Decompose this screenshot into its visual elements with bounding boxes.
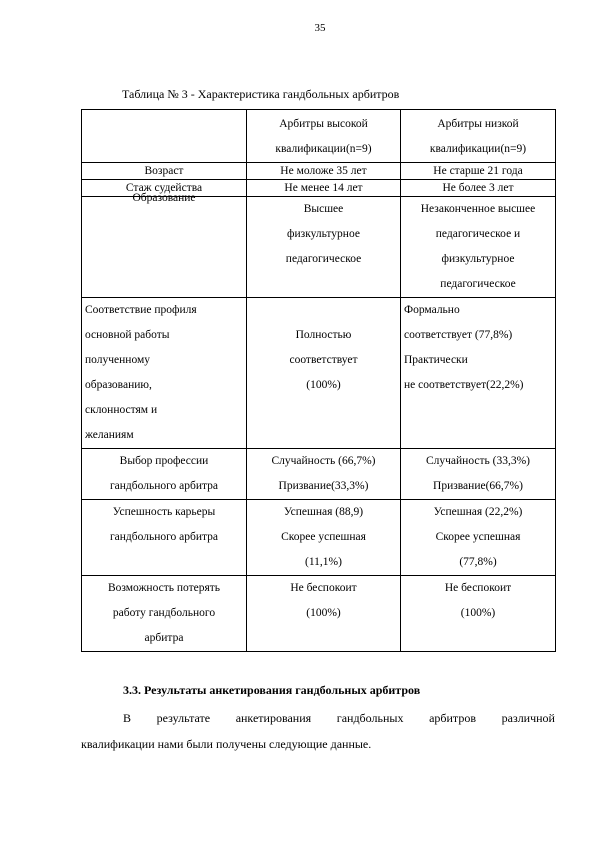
- cell-line: полученному: [85, 354, 150, 366]
- section-heading: 3.3. Результаты анкетирования гандбольных арбитров: [123, 683, 421, 697]
- referee-characteristics-table: [81, 109, 556, 652]
- cell-line: Случайность (66,7%): [271, 455, 376, 467]
- cell-line: Призвание(66,7%): [433, 480, 523, 492]
- cell-line: Не беспокоит: [290, 582, 357, 594]
- table-row: [82, 500, 556, 576]
- cell-low: [401, 576, 556, 652]
- cell-line: основной работы: [85, 329, 170, 341]
- cell-low: [401, 197, 556, 298]
- cell-line: соответствует (77,8%): [404, 329, 513, 341]
- cell-line: Не более 3 лет: [442, 182, 514, 194]
- cell-line: Высшее: [303, 203, 344, 215]
- cell-line: Возможность потерять: [107, 582, 221, 594]
- cell-line: склонностям и: [85, 404, 158, 416]
- cell-line: квалификации(n=9): [429, 143, 527, 155]
- cell-high: [247, 180, 401, 197]
- table-row: [82, 163, 556, 180]
- cell-line: не соответствует(22,2%): [404, 379, 524, 391]
- cell-low: [401, 449, 556, 500]
- cell-line: Возраст: [144, 165, 184, 177]
- paragraph-word: различной: [501, 711, 555, 725]
- paragraph-first-line: [123, 711, 555, 726]
- table-row: [82, 197, 556, 298]
- cell-line: Успешная (22,2%): [433, 506, 523, 518]
- cell-line: (100%): [460, 607, 496, 619]
- cell-line: Формально: [404, 304, 460, 316]
- row-label: [82, 500, 247, 576]
- cell-line: квалификации(n=9): [275, 143, 372, 155]
- header-cell-high: [247, 110, 401, 163]
- table-row: [82, 576, 556, 652]
- cell-line: арбитра: [144, 632, 184, 644]
- cell-line: образованию,: [85, 379, 152, 391]
- paragraph-word: гандбольных: [336, 711, 404, 725]
- cell-line: Арбитры низкой: [437, 118, 519, 130]
- cell-line: Практически: [404, 354, 468, 366]
- row-label: [82, 192, 247, 298]
- cell-line: педагогическое и: [435, 228, 521, 240]
- cell-line: Полностью: [295, 329, 352, 341]
- table-title: Таблица № 3 - Характеристика гандбольных арбитров: [122, 87, 400, 101]
- cell-line: Скорее успешная: [281, 531, 366, 543]
- cell-line: Успешная (88,9): [283, 506, 364, 518]
- cell-low: [401, 298, 556, 449]
- cell-line: желаниям: [85, 429, 134, 441]
- cell-line: Не беспокоит: [444, 582, 512, 594]
- table-header-row: [82, 110, 556, 163]
- cell-line: Успешность карьеры: [112, 506, 216, 518]
- cell-line: Незаконченное высшее: [420, 203, 536, 215]
- cell-line: работу гандбольного: [112, 607, 216, 619]
- cell-line: педагогическое: [285, 253, 362, 265]
- paragraph-word: результате: [156, 711, 211, 725]
- cell-line: педагогическое: [440, 278, 516, 290]
- cell-line: физкультурное: [287, 228, 360, 240]
- table-row: [82, 298, 556, 449]
- cell-line: Соответствие профиля: [85, 304, 197, 316]
- cell-line: (11,1%): [305, 556, 342, 568]
- cell-high: [247, 298, 401, 449]
- page-number: 35: [314, 22, 326, 34]
- cell-line: Стаж судейства: [125, 182, 203, 194]
- cell-low: [401, 163, 556, 180]
- cell-line: Не старше 21 года: [433, 165, 523, 177]
- cell-low: [401, 500, 556, 576]
- cell-line: Скорее успешная: [435, 531, 521, 543]
- cell-line: физкультурное: [441, 253, 515, 265]
- cell-line: (100%): [306, 379, 341, 391]
- cell-high: [247, 449, 401, 500]
- cell-line: Образование: [132, 192, 196, 204]
- cell-high: [247, 576, 401, 652]
- cell-high: [247, 500, 401, 576]
- cell-line: гандбольного арбитра: [109, 480, 219, 492]
- cell-line: Не менее 14 лет: [284, 182, 363, 194]
- row-label: [82, 449, 247, 500]
- cell-high: [247, 163, 401, 180]
- paragraph-word: В: [123, 711, 132, 725]
- table-row: [82, 449, 556, 500]
- cell-line: Призвание(33,3%): [278, 480, 369, 492]
- cell-high: [247, 197, 401, 298]
- row-label: [82, 576, 247, 652]
- cell-line: соответствует: [289, 354, 358, 366]
- paragraph-second-line: квалификации нами были получены следующие данные.: [81, 737, 372, 751]
- row-label: [82, 298, 247, 449]
- cell-line: Не моложе 35 лет: [280, 165, 367, 177]
- cell-line: Арбитры высокой: [279, 118, 368, 130]
- header-cell-low: [401, 110, 556, 163]
- cell-line: Случайность (33,3%): [425, 455, 530, 467]
- cell-line: (77,8%): [459, 556, 497, 568]
- paragraph-word: анкетирования: [235, 711, 312, 725]
- cell-line: Выбор профессии: [119, 455, 209, 467]
- cell-line: гандбольного арбитра: [109, 531, 219, 543]
- paragraph-word: арбитров: [429, 711, 476, 725]
- header-cell-empty: [82, 110, 247, 163]
- cell-low: [401, 180, 556, 197]
- cell-line: (100%): [306, 607, 341, 619]
- row-label: [82, 163, 247, 180]
